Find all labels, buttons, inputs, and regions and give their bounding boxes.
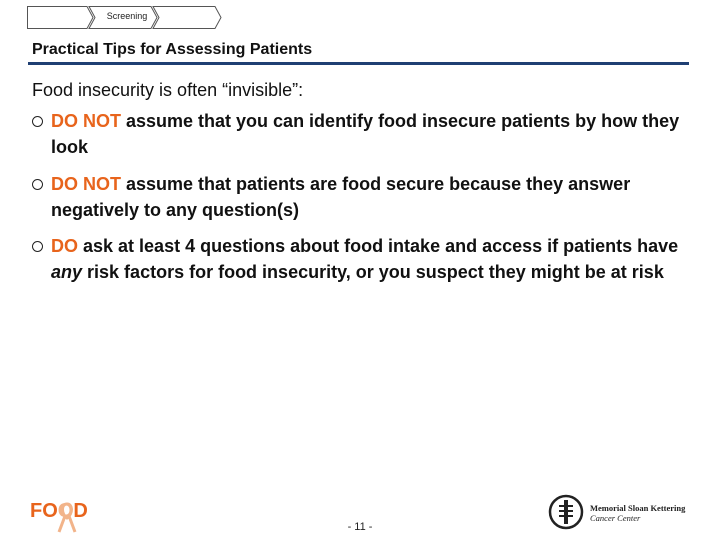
food-logo-suffix: D [73,500,88,522]
bullet-circle-icon [32,116,43,127]
bullet-keyword: DO [51,236,78,256]
msk-wordmark [590,503,685,523]
bullet-body: ask at least 4 questions about food intake and access if patients have [78,236,679,256]
msk-seal-icon [548,493,584,531]
bullet-circle-icon [32,179,43,190]
food-logo-prefix: FO [30,500,58,522]
bullet-text [32,171,682,223]
bullet-item [32,108,682,160]
ribbon-icon [55,500,79,534]
food-logo-middle: O [57,500,74,522]
breadcrumb [27,6,223,29]
msk-line2: Cancer Center [590,513,641,523]
bullet-body: assume that you can identify food insecure patients by how they look [51,111,680,157]
bullet-keyword: DO NOT [51,111,121,131]
page-title: Practical Tips for Assessing Patients [32,41,313,58]
page-number: - 11 - [347,521,373,533]
msk-logo [548,493,698,533]
bullet-keyword: DO NOT [51,174,121,194]
intro-text: Food insecurity is often “invisible”: [32,80,304,100]
bullet-text [32,108,682,160]
bullet-circle-icon [32,241,43,252]
bullet-item [32,233,682,285]
bullet-text [32,233,682,285]
breadcrumb-current: Screening [106,11,148,21]
bullet-emphasis: any [51,262,83,282]
bullet-body: assume that patients are food secure because they answer negatively to any question(s) [51,174,631,220]
bullet-body-end: risk factors for food insecurity, or you suspect they might be at risk [82,262,664,282]
bullet-item [32,171,682,223]
msk-line1: Memorial Sloan Kettering [590,503,686,513]
title-divider [28,62,689,65]
